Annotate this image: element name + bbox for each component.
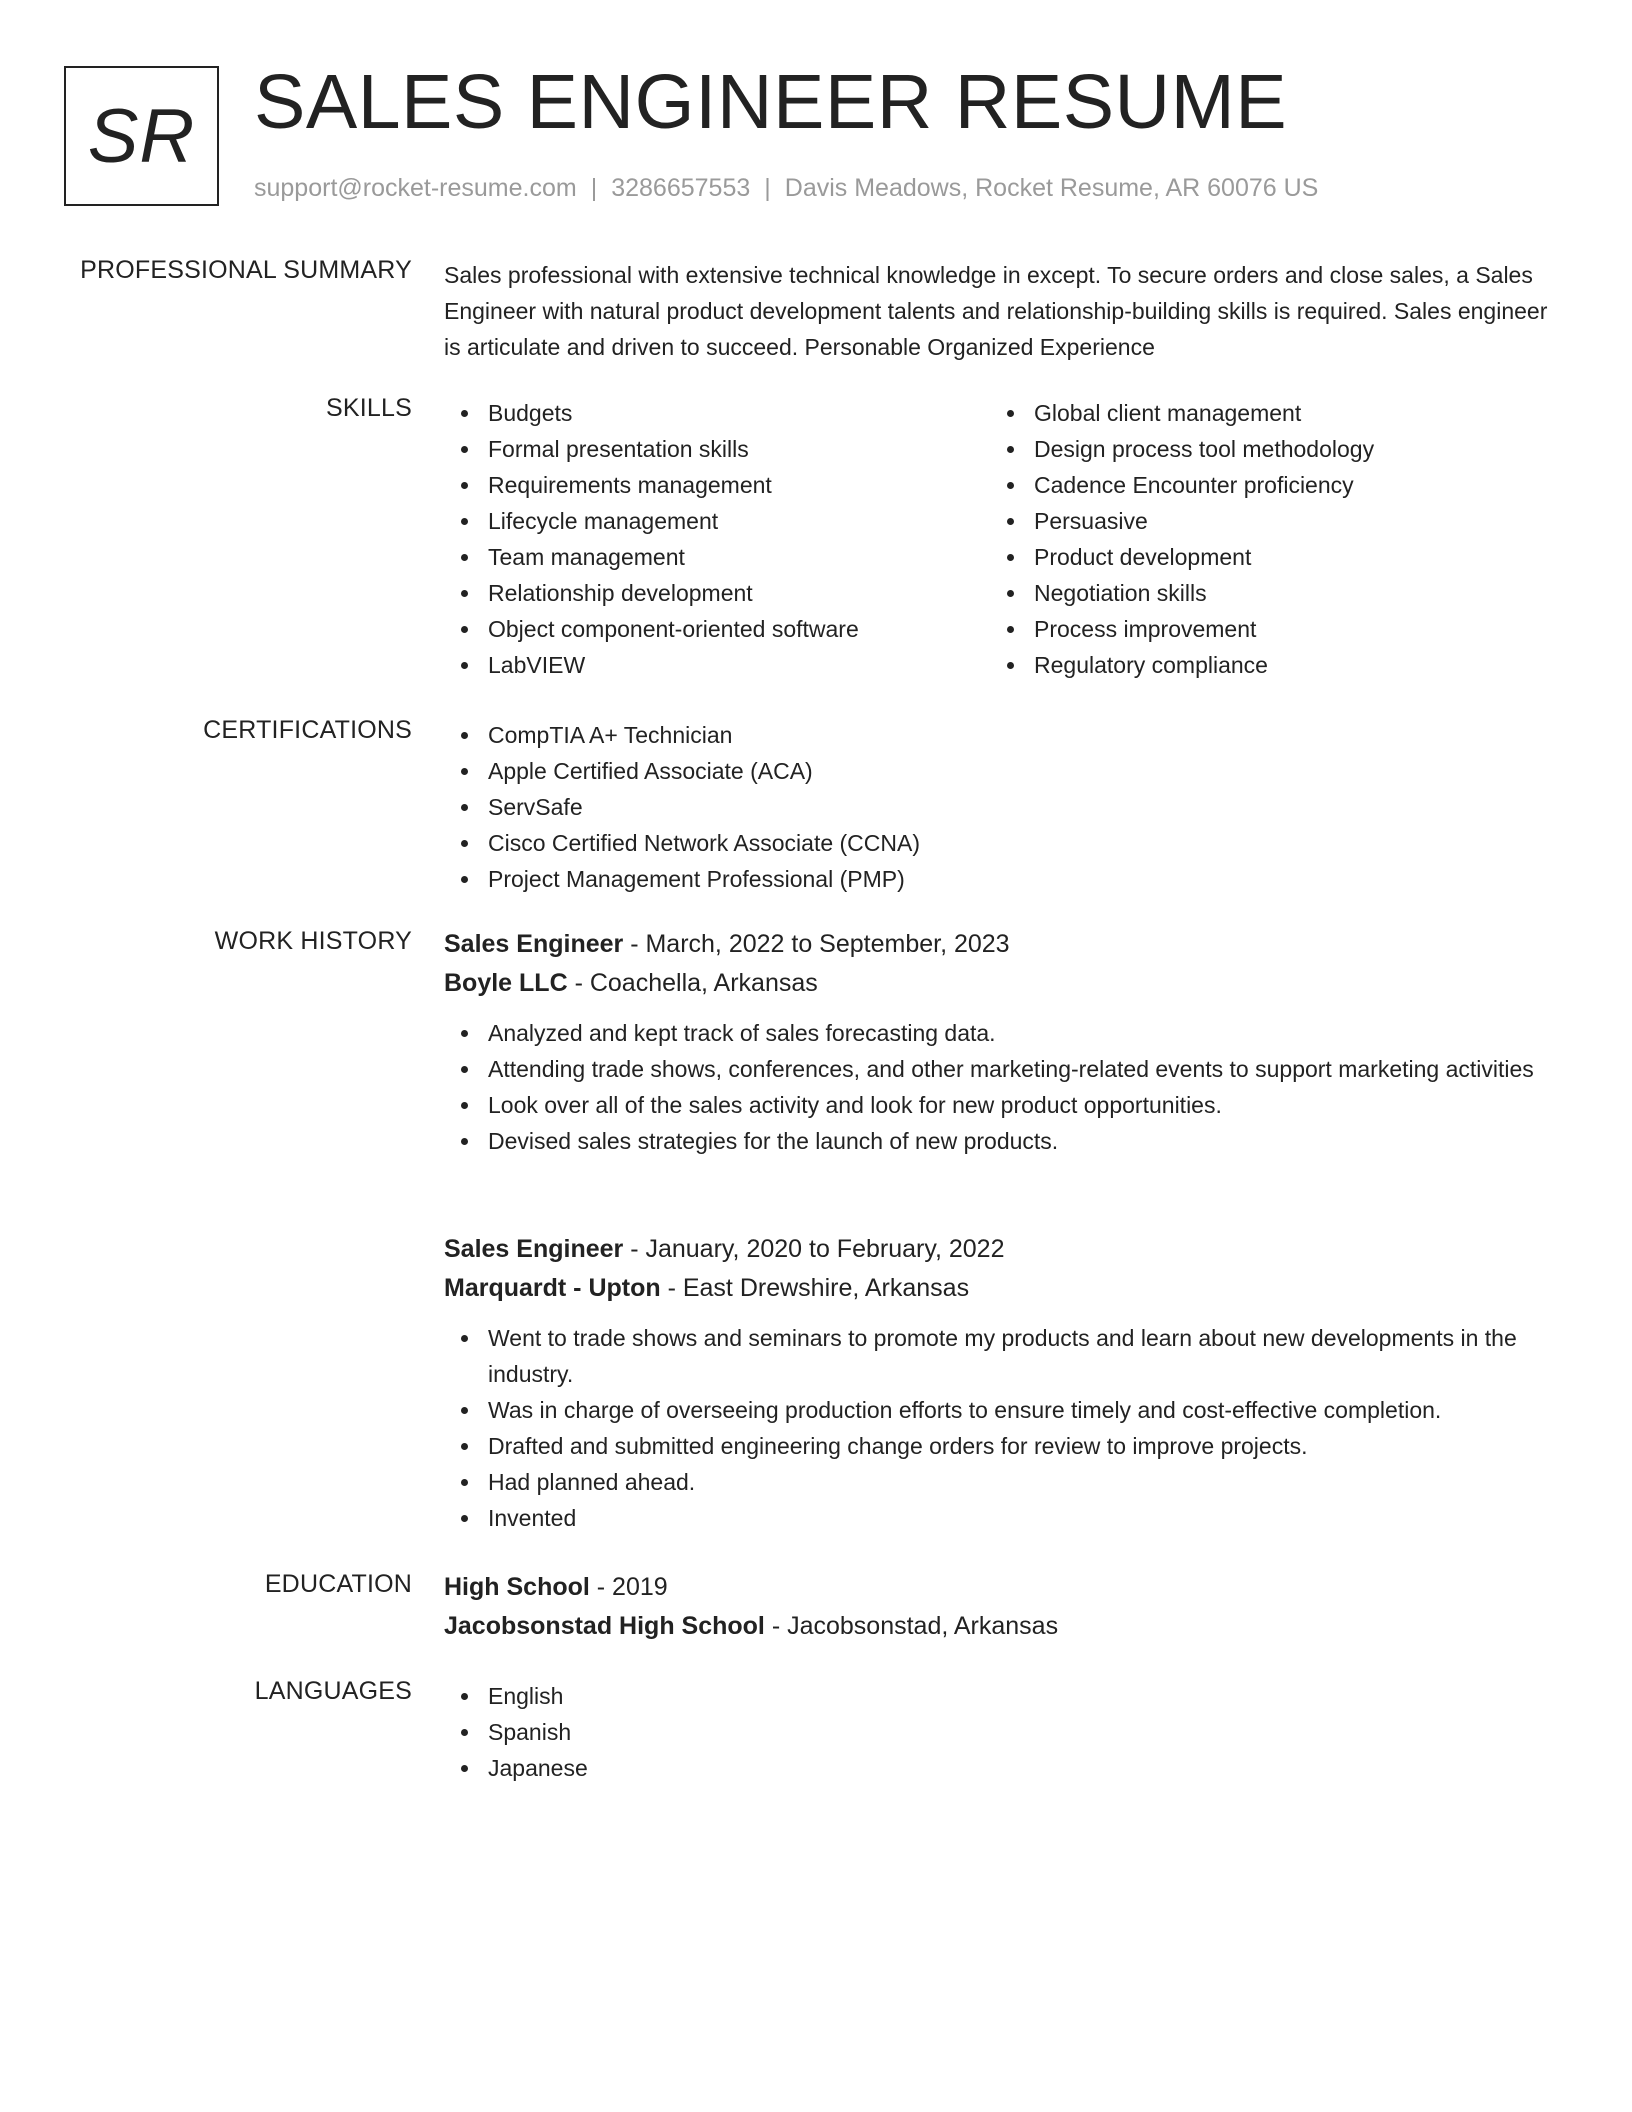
- job-duty-item: Look over all of the sales activity and look for new product opportunities.: [444, 1087, 1568, 1123]
- skill-item: LabVIEW: [444, 647, 990, 683]
- skill-item: Object component-oriented software: [444, 611, 990, 647]
- certification-item: Apple Certified Associate (ACA): [444, 753, 1568, 789]
- skill-item: Relationship development: [444, 575, 990, 611]
- job-duty-item: Analyzed and kept track of sales forecasting data.: [444, 1015, 1568, 1051]
- skill-item: Negotiation skills: [990, 575, 1536, 611]
- skill-item: Budgets: [444, 395, 990, 431]
- skills-list: [444, 395, 1568, 683]
- skill-item: Design process tool methodology: [990, 431, 1536, 467]
- job-duty-item: Invented: [444, 1500, 1568, 1536]
- job-title-line: [444, 925, 1568, 964]
- contact-address: Davis Meadows, Rocket Resume, AR 60076 US: [784, 174, 1319, 202]
- job-location: - East Drewshire, Arkansas: [660, 1274, 970, 1302]
- languages-list: [444, 1678, 1568, 1786]
- contact-phone[interactable]: 3286657553: [611, 174, 751, 202]
- skills-column-left: [444, 395, 990, 683]
- certification-item: Cisco Certified Network Associate (CCNA): [444, 825, 1568, 861]
- skill-item: Cadence Encounter proficiency: [990, 467, 1536, 503]
- skill-item: Team management: [444, 539, 990, 575]
- job-duty-item: Attending trade shows, conferences, and other marketing-related events to support marketing activities: [444, 1051, 1568, 1087]
- education-degree-line: [444, 1568, 1568, 1607]
- job-company-line: [444, 964, 1568, 1003]
- section-label-work: WORK HISTORY: [214, 927, 412, 955]
- job-duty-item: Had planned ahead.: [444, 1464, 1568, 1500]
- education-year: - 2019: [589, 1573, 668, 1601]
- job-duty-item: Devised sales strategies for the launch of new products.: [444, 1123, 1568, 1159]
- skill-item: Lifecycle management: [444, 503, 990, 539]
- certification-item: ServSafe: [444, 789, 1568, 825]
- education-entry: [444, 1568, 1568, 1646]
- education-school-line: [444, 1607, 1568, 1646]
- contact-line: [254, 174, 1318, 203]
- job-dates: - January, 2020 to February, 2022: [623, 1235, 1005, 1263]
- section-label-skills: SKILLS: [326, 394, 412, 422]
- language-item: Japanese: [444, 1750, 1568, 1786]
- skill-item: Process improvement: [990, 611, 1536, 647]
- job-title: Sales Engineer: [444, 930, 624, 958]
- monogram-logo: SR: [64, 66, 219, 206]
- job-company: Boyle LLC: [444, 969, 568, 997]
- language-item: Spanish: [444, 1714, 1568, 1750]
- skill-item: Persuasive: [990, 503, 1536, 539]
- skill-item: Product development: [990, 539, 1536, 575]
- job-company-line: [444, 1269, 1568, 1308]
- page-title: SALES ENGINEER RESUME: [254, 59, 1288, 145]
- certification-item: Project Management Professional (PMP): [444, 861, 1568, 897]
- skill-item: Requirements management: [444, 467, 990, 503]
- job-duties: [444, 1015, 1568, 1159]
- contact-email[interactable]: support@rocket-resume.com: [254, 174, 577, 202]
- section-label-summary: PROFESSIONAL SUMMARY: [80, 256, 412, 284]
- job-dates: - March, 2022 to September, 2023: [623, 930, 1010, 958]
- resume-header: [64, 59, 1584, 210]
- section-label-education: EDUCATION: [264, 1570, 412, 1598]
- skill-item: Global client management: [990, 395, 1536, 431]
- skills-column-right: [990, 395, 1536, 683]
- certification-item: CompTIA A+ Technician: [444, 717, 1568, 753]
- education-school: Jacobsonstad High School: [444, 1612, 765, 1640]
- education-degree: High School: [444, 1573, 590, 1601]
- certifications-list: [444, 717, 1568, 897]
- job-company: Marquardt - Upton: [444, 1274, 661, 1302]
- job-duty-item: Drafted and submitted engineering change orders for review to improve projects.: [444, 1428, 1568, 1464]
- section-label-languages: LANGUAGES: [254, 1677, 412, 1705]
- job-duty-item: Went to trade shows and seminars to promote my products and learn about new developments in the industry.: [444, 1320, 1568, 1392]
- section-label-certifications: CERTIFICATIONS: [203, 716, 412, 744]
- education-location: - Jacobsonstad, Arkansas: [764, 1612, 1059, 1640]
- contact-separator: |: [590, 174, 598, 202]
- job-entry-1: [444, 925, 1568, 1159]
- job-duty-item: Was in charge of overseeing production efforts to ensure timely and cost-effective completion.: [444, 1392, 1568, 1428]
- job-entry-2: [444, 1230, 1568, 1536]
- skill-item: Regulatory compliance: [990, 647, 1536, 683]
- job-title: Sales Engineer: [444, 1235, 624, 1263]
- contact-separator: |: [764, 174, 771, 202]
- job-location: - Coachella, Arkansas: [567, 969, 818, 997]
- language-item: English: [444, 1678, 1568, 1714]
- skill-item: Formal presentation skills: [444, 431, 990, 467]
- job-title-line: [444, 1230, 1568, 1269]
- summary-text: Sales professional with extensive technical knowledge in except. To secure orders and close sales, a Sales Engineer with natural product development talents and relationship-building skills is required. Sales engineer is articulate and driven to succeed. Personable Organized Experience: [444, 262, 1548, 360]
- job-duties: [444, 1320, 1568, 1536]
